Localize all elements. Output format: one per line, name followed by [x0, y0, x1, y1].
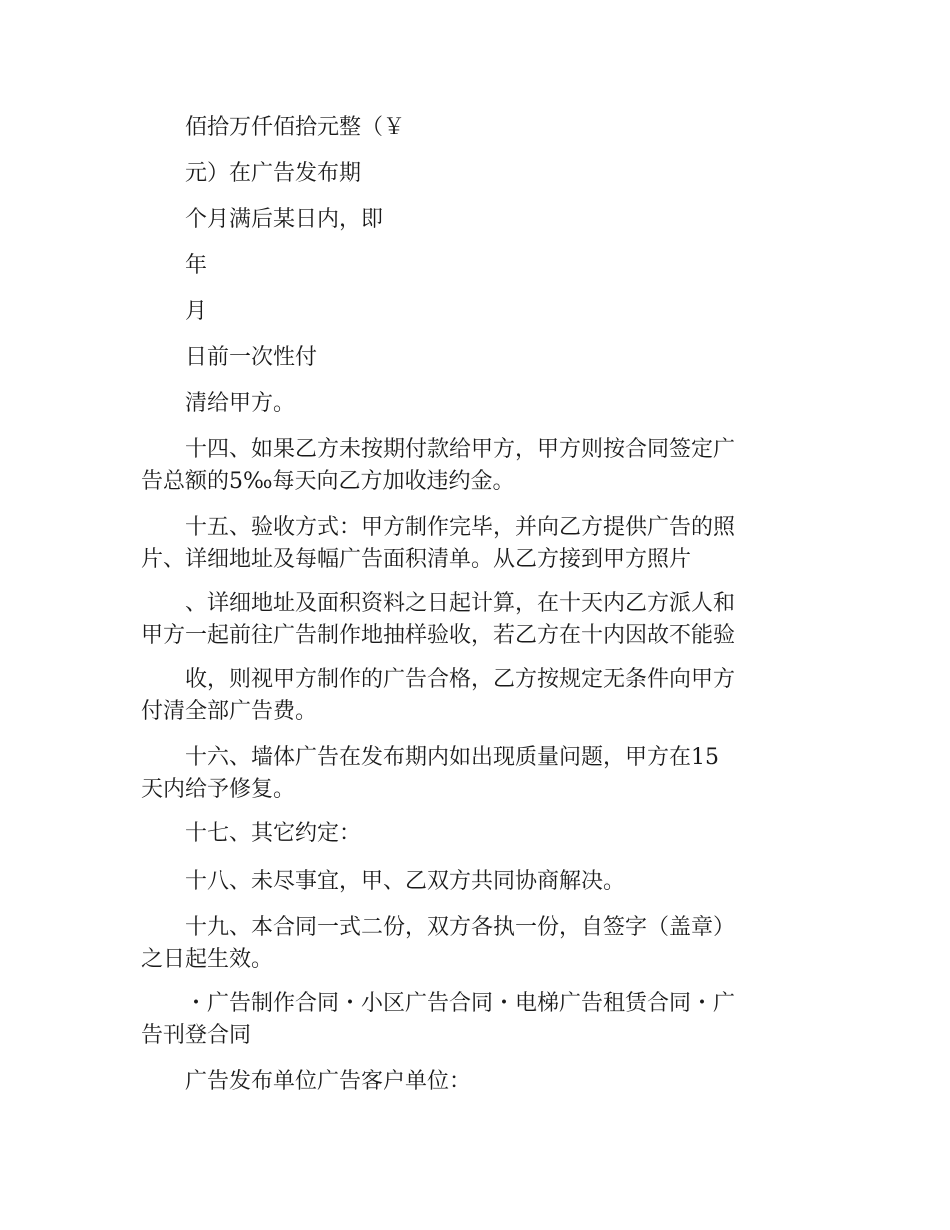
paragraph	[141, 664, 821, 728]
paragraph-line: 月	[185, 299, 208, 324]
paragraph-line: 十八、未尽事宜，甲、乙双方共同协商解决。	[185, 869, 626, 894]
paragraph-line: 收，则视甲方制作的广告合格，乙方按规定无条件向甲方	[185, 667, 736, 692]
paragraph	[141, 112, 821, 144]
paragraph	[141, 158, 821, 190]
paragraph-line: 个月满后某日内，即	[185, 207, 384, 232]
paragraph-line: 十五、验收方式：甲方制作完毕，并向乙方提供广告的照	[185, 515, 736, 540]
paragraph	[141, 388, 821, 420]
paragraph-line: 元）在广告发布期	[185, 161, 362, 186]
paragraph	[141, 342, 821, 374]
paragraph-line: 十七、其它约定：	[185, 821, 362, 846]
paragraph-line: 告总额的5‰每天向乙方加收违约金。	[141, 469, 515, 494]
paragraph-line: 佰拾万仟佰拾元整（￥	[185, 115, 406, 140]
paragraph	[141, 818, 821, 850]
paragraph	[141, 250, 821, 282]
paragraph-line: 付清全部广告费。	[141, 699, 318, 724]
paragraph-line: 十六、墙体广告在发布期内如出现质量问题，甲方在15	[185, 745, 719, 770]
paragraph-line: 天内给予修复。	[141, 777, 296, 802]
paragraph-line: 日前一次性付	[185, 345, 318, 370]
paragraph-line: 之日起生效。	[141, 947, 274, 972]
paragraph-line: ・广告制作合同・小区广告合同・电梯广告租赁合同・广	[185, 991, 736, 1016]
paragraph-line: 广告发布单位广告客户单位：	[185, 1069, 472, 1094]
paragraph	[141, 1066, 821, 1098]
paragraph-line: 十四、如果乙方未按期付款给甲方，甲方则按合同签定广	[185, 437, 736, 462]
paragraph	[141, 988, 821, 1052]
paragraph	[141, 512, 821, 576]
paragraph	[141, 912, 821, 976]
paragraph	[141, 434, 821, 498]
paragraph	[141, 588, 821, 652]
paragraph	[141, 742, 821, 806]
paragraph-line: 片、详细地址及每幅广告面积清单。从乙方接到甲方照片	[141, 547, 692, 572]
paragraph-line: 十九、本合同一式二份，双方各执一份，自签字（盖章）	[185, 915, 736, 940]
paragraph	[141, 204, 821, 236]
paragraph-line: 甲方一起前往广告制作地抽样验收，若乙方在十内因故不能验	[141, 623, 736, 648]
paragraph	[141, 296, 821, 328]
paragraph-line: 、详细地址及面积资料之日起计算，在十天内乙方派人和	[185, 591, 736, 616]
paragraph-line: 年	[185, 253, 208, 278]
paragraph-line: 告刊登合同	[141, 1023, 252, 1048]
paragraph	[141, 866, 821, 898]
paragraph-line: 清给甲方。	[185, 391, 296, 416]
